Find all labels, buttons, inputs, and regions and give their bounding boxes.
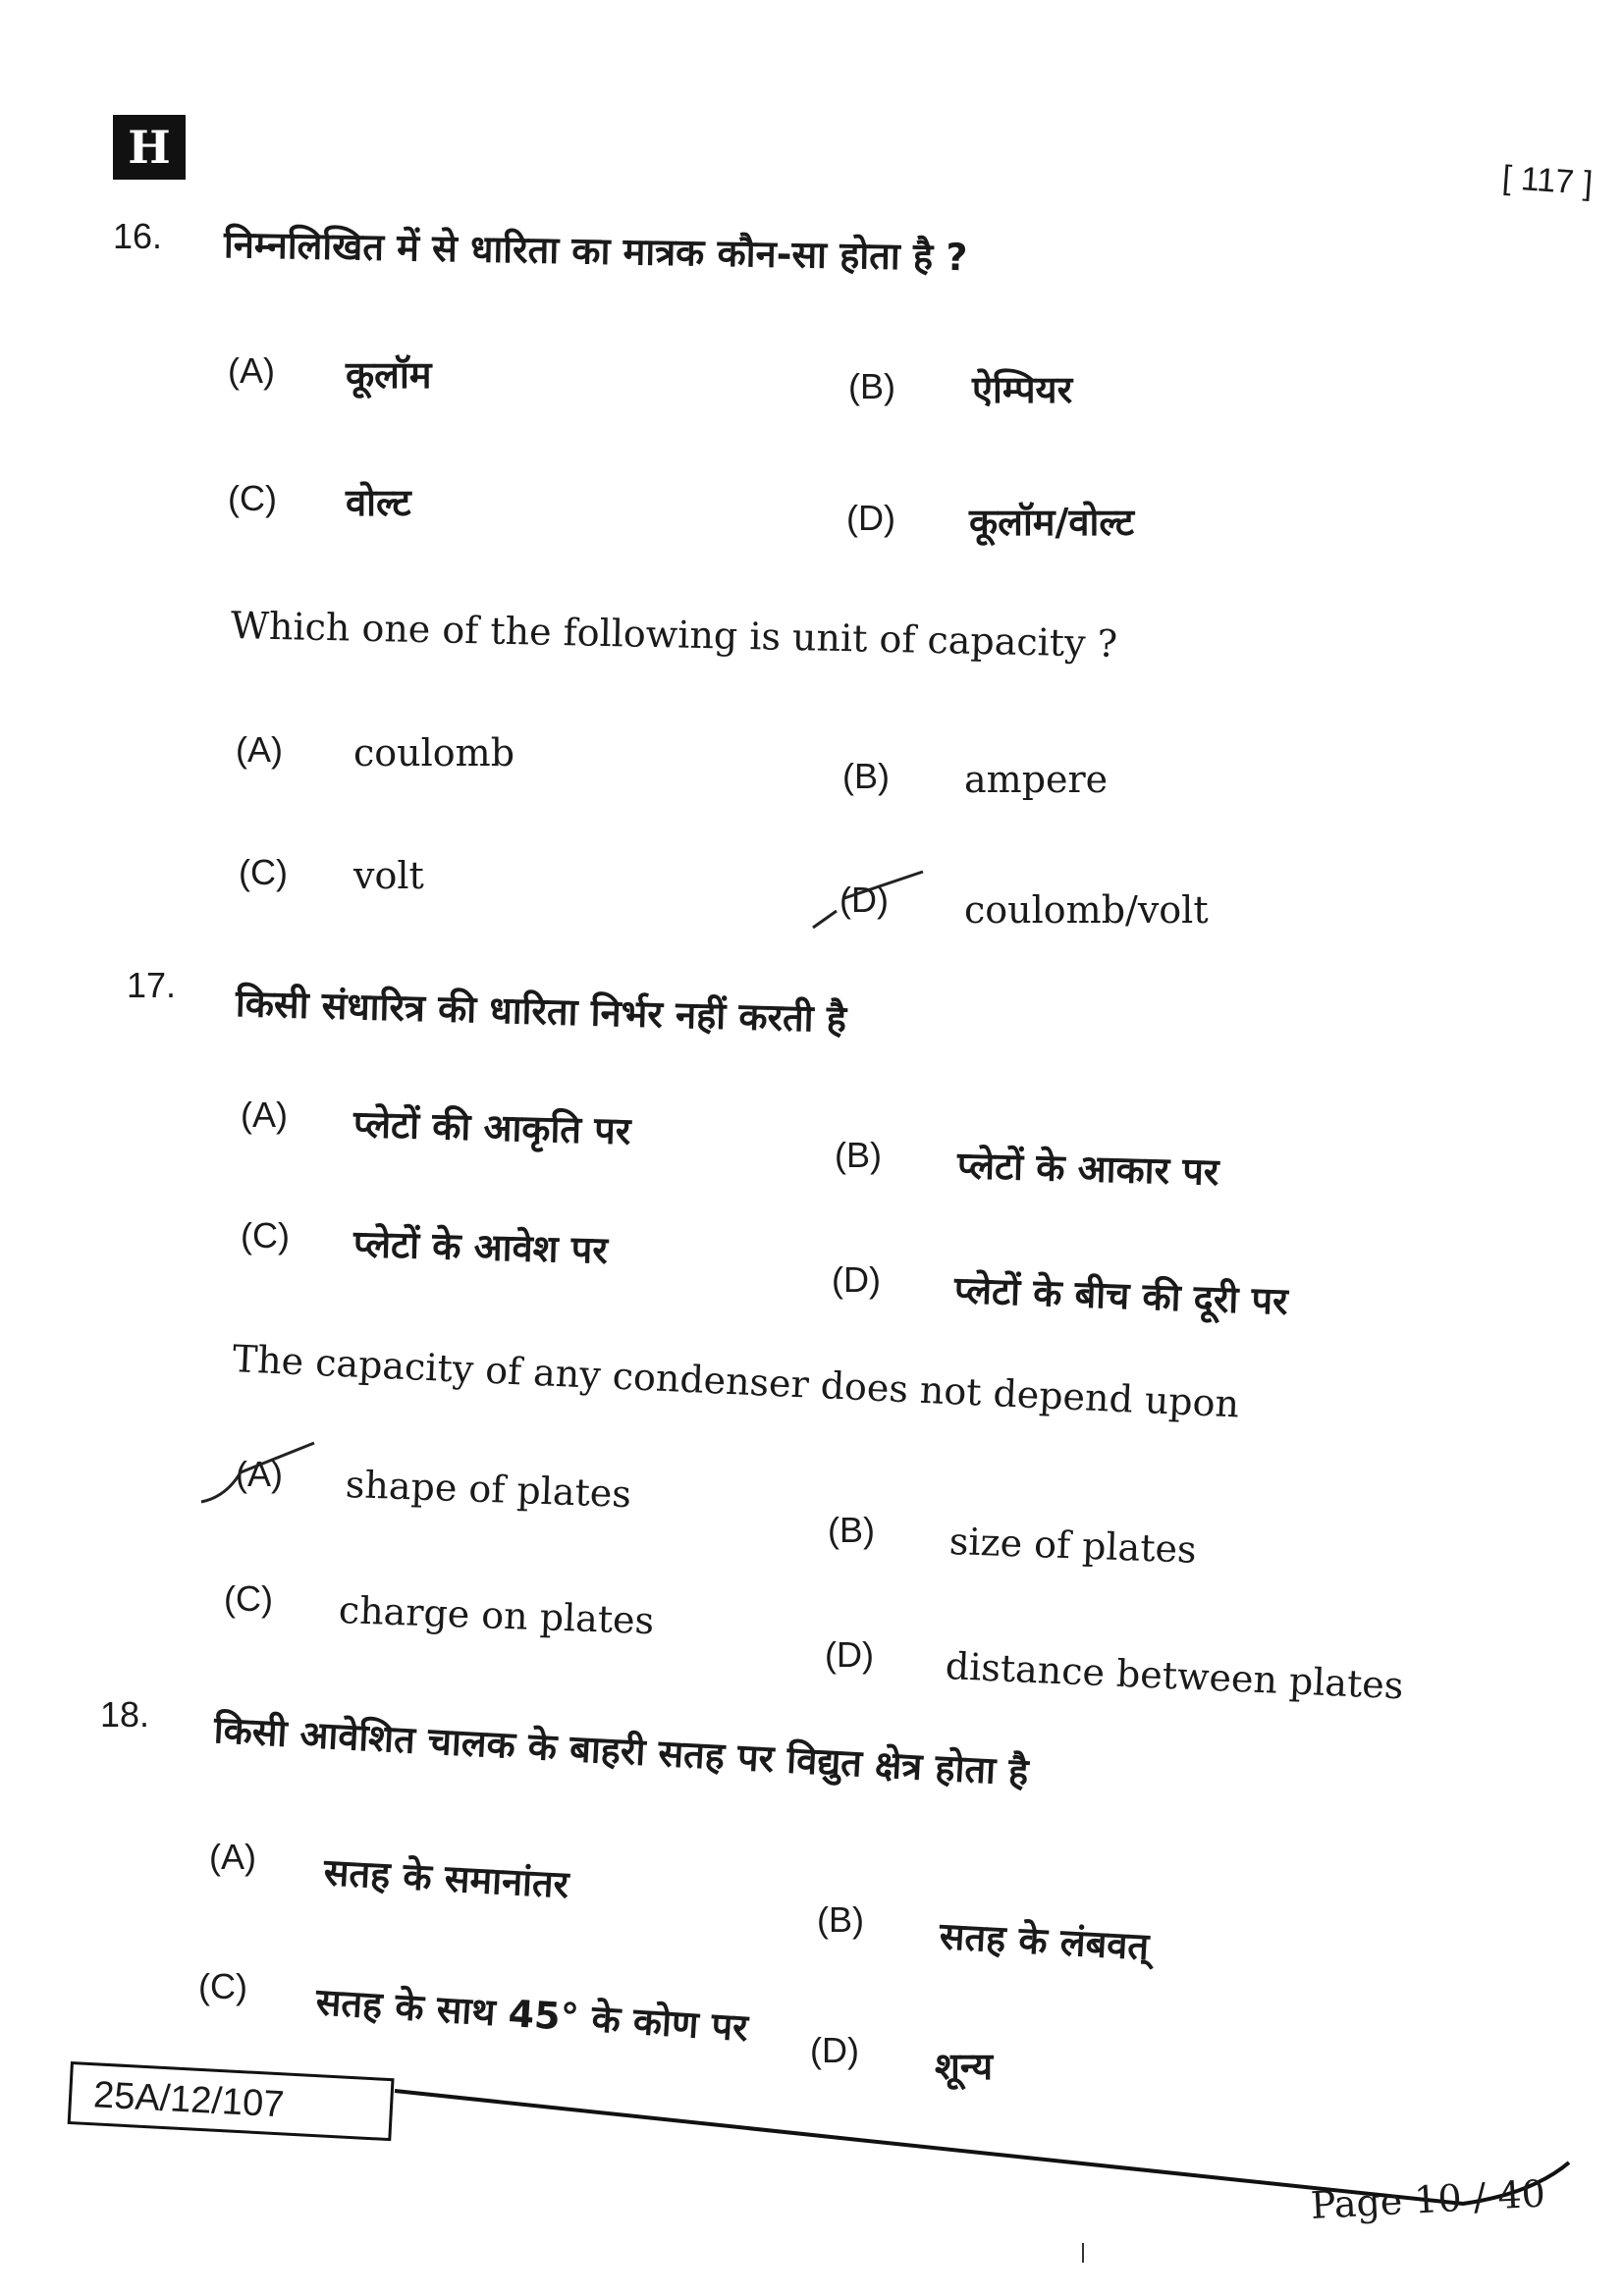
option-text: volt — [353, 854, 424, 897]
option-label: (A) — [236, 1454, 283, 1494]
option-label: (B) — [842, 756, 890, 796]
page-number: Page 10 / 40 — [1309, 2171, 1546, 2227]
option-text: वोल्ट — [346, 481, 411, 524]
option-label: (B) — [835, 1135, 882, 1175]
option-text: size of plates — [948, 1520, 1198, 1572]
question-text-english: The capacity of any condenser does not depend upon — [232, 1337, 1240, 1426]
page-mark: [ 117 ] — [1500, 158, 1595, 203]
option-label: (C) — [198, 1966, 247, 2006]
option-text: प्लेटों की आकृति पर — [352, 1102, 631, 1153]
question-number: 17. — [127, 965, 177, 1005]
option-text: सतह के समानांतर — [322, 1850, 570, 1907]
option-label: (B) — [848, 366, 895, 406]
tick-mark-q17-a — [201, 1443, 314, 1502]
paper-code: 25A/12/107 — [68, 2061, 395, 2141]
option-text: सतह के साथ 45° के कोण पर — [314, 1980, 750, 2050]
question-text-english: Which one of the following is unit of capacity ? — [230, 604, 1118, 666]
option-text: distance between plates — [945, 1644, 1405, 1708]
option-label: (D) — [825, 1634, 874, 1675]
option-label: (C) — [241, 1215, 290, 1255]
option-label: (B) — [828, 1510, 875, 1550]
option-label: (C) — [224, 1578, 273, 1619]
option-label: (D) — [839, 880, 889, 920]
option-label: (D) — [846, 498, 895, 538]
option-text: प्लेटों के बीच की दूरी पर — [953, 1268, 1289, 1323]
option-text: ऐम्पियर — [972, 368, 1073, 411]
question-text-hindi: किसी आवेशित चालक के बाहरी सतह पर विद्युत क्षेत्र होता है — [212, 1708, 1030, 1794]
option-text: charge on plates — [338, 1588, 655, 1643]
option-text: प्लेटों के आकार पर — [956, 1144, 1220, 1194]
option-text: कूलॉम — [346, 353, 432, 397]
option-text: कूलॉम/वोल्ट — [969, 501, 1135, 544]
option-text: shape of plates — [345, 1463, 632, 1517]
option-text: शून्य — [935, 2045, 994, 2088]
option-label: (A) — [209, 1837, 256, 1877]
option-label: (C) — [228, 478, 277, 518]
option-label: (D) — [832, 1259, 881, 1300]
tick-mark-q16-d — [813, 872, 923, 928]
option-text: coulomb/volt — [964, 888, 1209, 932]
option-label: (A) — [241, 1095, 288, 1135]
question-number: 16. — [113, 216, 163, 256]
option-text: coulomb — [353, 731, 515, 774]
option-label: (A) — [228, 350, 275, 391]
option-label: (D) — [810, 2030, 859, 2070]
option-label: (B) — [817, 1899, 864, 1940]
option-label: (A) — [236, 729, 283, 770]
option-text: ampere — [964, 758, 1109, 801]
set-code-badge: H — [113, 115, 186, 180]
question-text-hindi: किसी संधारित्र की धारिता निर्भर नहीं करती है — [235, 982, 847, 1041]
option-text: सतह के लंबवत् — [938, 1914, 1151, 1969]
question-number: 18. — [100, 1694, 150, 1735]
option-label: (C) — [239, 852, 288, 892]
option-text: प्लेटों के आवेश पर — [352, 1222, 609, 1272]
question-text-hindi: निम्नलिखित में से धारिता का मात्रक कौन-सा होता है ? — [223, 223, 968, 280]
